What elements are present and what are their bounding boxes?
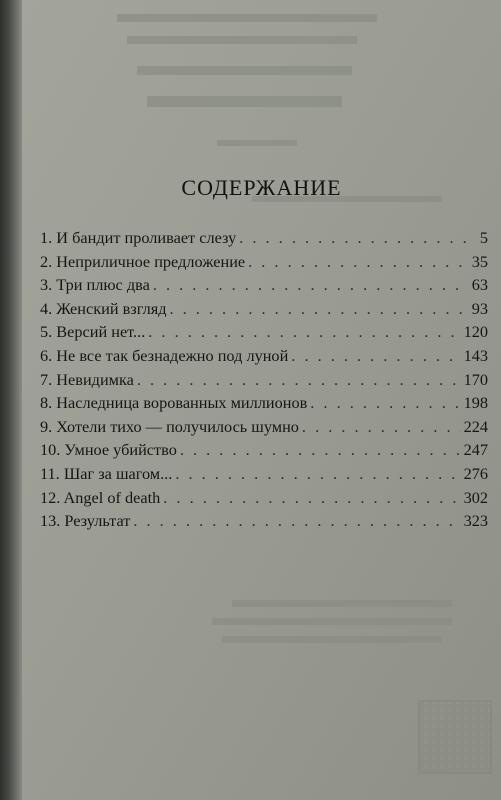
toc-dot-leader [169, 299, 468, 319]
toc-entry [40, 299, 488, 323]
toc-entry-title: 6. Не все так безнадежно под луной [40, 345, 289, 365]
toc-entry-title: 11. Шаг за шагом... [40, 463, 173, 483]
toc-dot-leader [163, 488, 460, 508]
toc-dot-leader [180, 440, 461, 460]
table-of-contents [40, 228, 488, 535]
toc-entry-page-number: 276 [463, 463, 488, 483]
show-through-line [117, 14, 377, 22]
toc-dot-leader [133, 511, 460, 531]
toc-entry-title: 7. Невидимка [40, 369, 134, 389]
toc-entry [40, 346, 488, 370]
toc-entry [40, 511, 488, 535]
toc-entry-title: 9. Хотели тихо — получилось шумно [40, 416, 299, 436]
toc-entry-title: 4. Женский взгляд [40, 298, 167, 318]
book-spine-shadow [0, 0, 22, 800]
toc-entry-page-number: 170 [463, 369, 488, 389]
toc-dot-leader [175, 464, 460, 484]
toc-dot-leader [153, 275, 469, 295]
toc-entry-page-number: 302 [463, 487, 488, 507]
show-through-line [127, 36, 357, 44]
toc-entry-page-number: 35 [471, 251, 488, 271]
toc-entry-title: 3. Три плюс два [40, 275, 150, 295]
show-through-line [147, 96, 342, 107]
toc-entry [40, 322, 488, 346]
toc-dot-leader [291, 346, 460, 366]
toc-entry-title: 5. Версий нет... [40, 322, 146, 342]
show-through-line [137, 66, 352, 75]
toc-dot-leader [248, 252, 469, 272]
toc-entry-page-number: 143 [463, 345, 488, 365]
toc-entry [40, 275, 488, 299]
toc-entry-page-number: 63 [471, 275, 488, 295]
toc-entry-page-number: 323 [463, 511, 488, 531]
show-through-qr-code [418, 700, 492, 774]
toc-entry-title: 8. Наследница ворованных миллионов [40, 393, 308, 413]
toc-entry-page-number: 93 [471, 298, 488, 318]
toc-dot-leader [310, 393, 460, 413]
toc-entry-title: 12. Angel of death [40, 487, 161, 507]
contents-title: СОДЕРЖАНИЕ [181, 174, 342, 200]
toc-dot-leader [148, 322, 460, 342]
toc-entry [40, 417, 488, 441]
show-through-line [217, 140, 297, 146]
toc-entry-page-number: 224 [463, 416, 488, 436]
toc-entry-page-number: 120 [463, 322, 488, 342]
toc-dot-leader [239, 228, 477, 248]
toc-entry [40, 440, 488, 464]
toc-dot-leader [302, 417, 461, 437]
show-through-line [232, 600, 452, 607]
toc-entry-page-number: 247 [463, 440, 488, 460]
toc-entry [40, 488, 488, 512]
toc-dot-leader [137, 370, 461, 390]
book-page [22, 0, 501, 800]
toc-entry [40, 464, 488, 488]
toc-entry [40, 252, 488, 276]
show-through-line [212, 618, 452, 625]
toc-entry-page-number: 5 [479, 228, 488, 247]
toc-entry-title: 10. Умное убийство [40, 440, 177, 460]
toc-entry-title: 2. Неприличное предложение [40, 251, 246, 271]
toc-entry-title: 1. И бандит проливает слезу [40, 228, 237, 247]
toc-entry [40, 393, 488, 417]
toc-entry [40, 370, 488, 394]
toc-entry-page-number: 198 [463, 393, 488, 413]
toc-entry-title: 13. Результат [40, 511, 131, 531]
show-through-line [222, 636, 442, 643]
toc-entry [40, 228, 488, 252]
